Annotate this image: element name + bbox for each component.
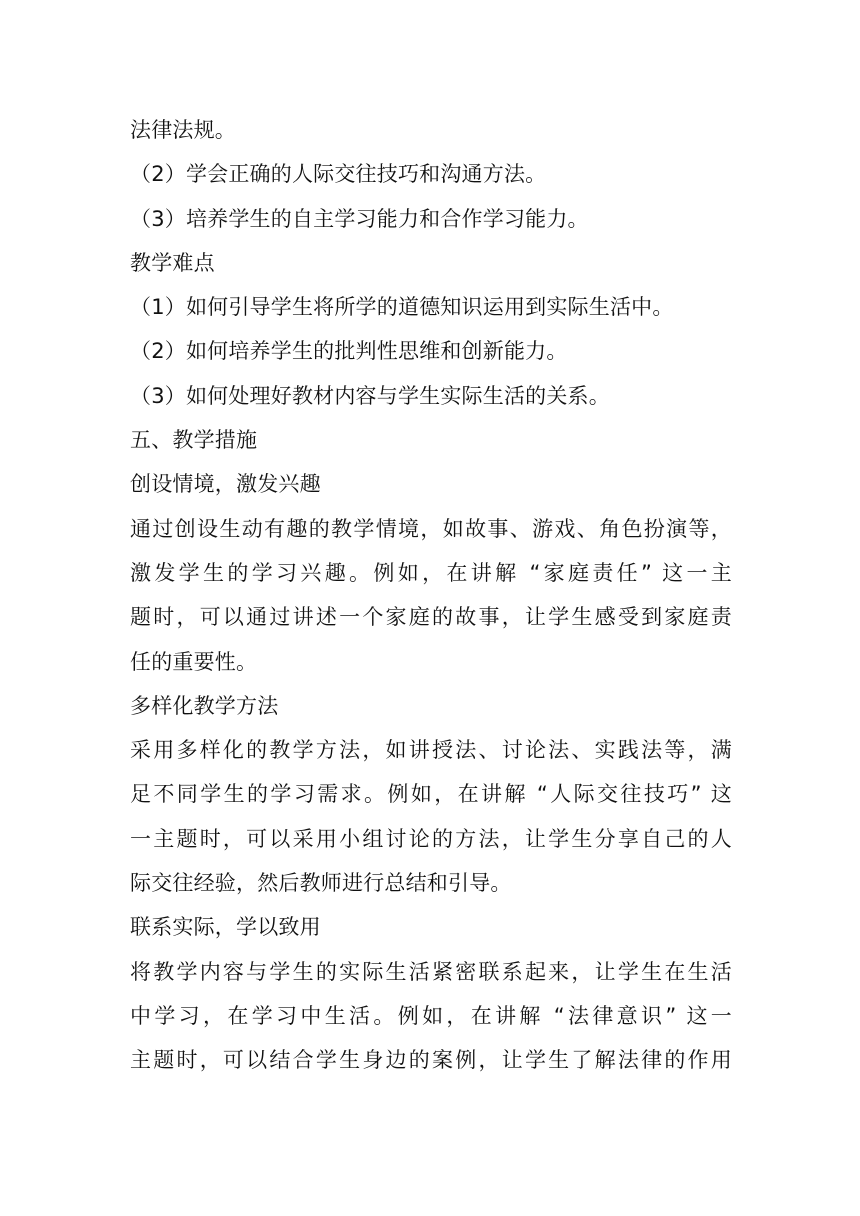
document-body	[130, 108, 732, 1083]
text-line: 创设情境，激发兴趣	[130, 472, 321, 497]
text-line: （1）如何引导学生将所学的道德知识运用到实际生活中。	[130, 295, 674, 320]
text-line: 多样化教学方法	[130, 693, 279, 718]
text-line: 主题时，可以结合学生身边的案例，让学生了解法律的作用	[130, 1048, 732, 1073]
text-line: 联系实际，学以致用	[130, 915, 321, 940]
text-line: 将教学内容与学生的实际生活紧密联系起来，让学生在生活	[130, 959, 732, 984]
text-line: 际交往经验，然后教师进行总结和引导。	[130, 871, 512, 896]
text-line: 中学习，在学习中生活。例如，在讲解 “法律意识” 这一	[130, 1003, 732, 1028]
text-line: 采用多样化的教学方法，如讲授法、讨论法、实践法等，满	[130, 738, 732, 763]
text-line: （3）培养学生的自主学习能力和合作学习能力。	[130, 206, 589, 231]
text-line: 题时，可以通过讲述一个家庭的故事，让学生感受到家庭责	[130, 605, 732, 630]
text-line: 教学难点	[130, 250, 215, 275]
text-line: 一主题时，可以采用小组讨论的方法，让学生分享自己的人	[130, 826, 732, 851]
text-line: 通过创设生动有趣的教学情境，如故事、游戏、角色扮演等，	[130, 516, 732, 541]
text-line: 法律法规。	[130, 118, 236, 142]
text-line: （2）如何培养学生的批判性思维和创新能力。	[130, 339, 568, 364]
text-line: 激发学生的学习兴趣。例如，在讲解 “家庭责任” 这一主	[130, 560, 732, 585]
text-line: 任的重要性。	[130, 649, 258, 674]
text-line: 足不同学生的学习需求。例如，在讲解 “人际交往技巧” 这	[130, 782, 732, 807]
text-line: （3）如何处理好教材内容与学生实际生活的关系。	[130, 383, 610, 408]
text-line: （2）学会正确的人际交往技巧和沟通方法。	[130, 162, 547, 187]
text-line: 五、教学措施	[130, 428, 258, 453]
